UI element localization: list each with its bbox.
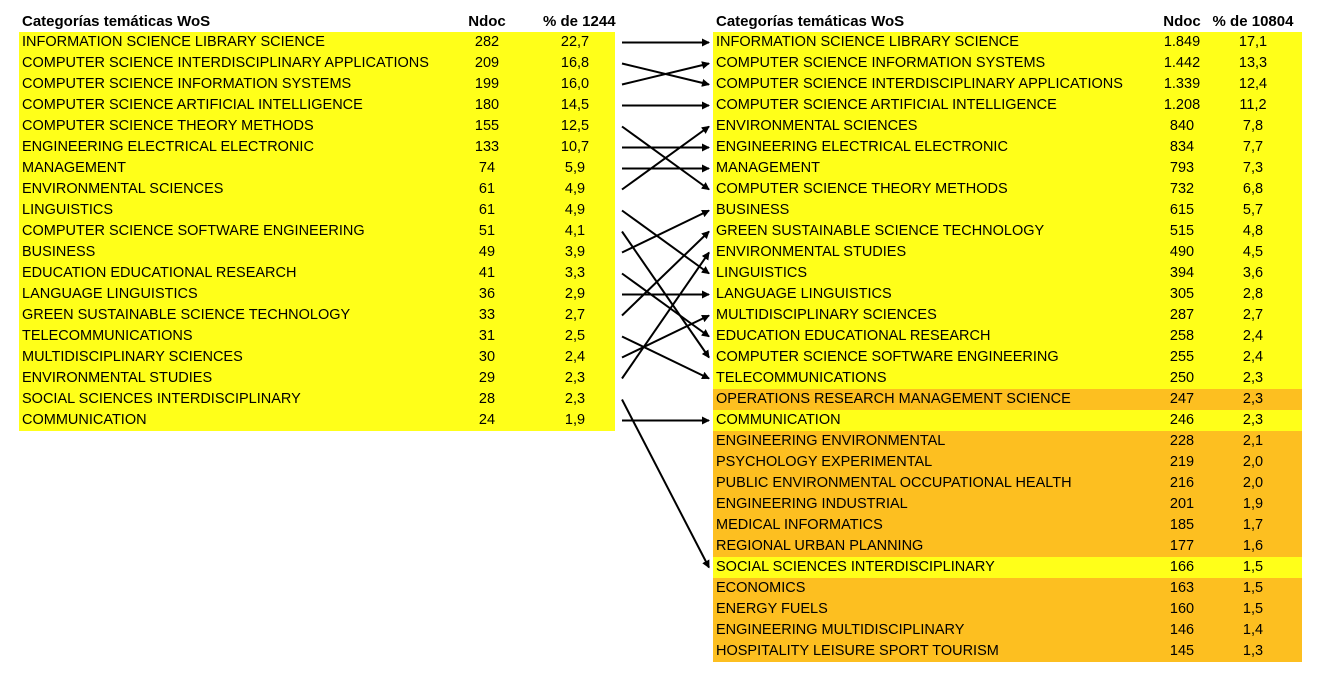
- left-pct-value: 2,3: [564, 391, 586, 407]
- right-pct-value: 2,3: [1242, 391, 1264, 407]
- right-ndoc-value: 145: [1169, 643, 1195, 659]
- right-header-pct: % de 10804: [1212, 13, 1294, 30]
- right-table-row: [713, 578, 1302, 599]
- right-pct-value: 2,1: [1242, 433, 1264, 449]
- right-pct-value: 7,3: [1242, 160, 1264, 176]
- left-ndoc-value: 41: [478, 265, 496, 281]
- arrow-computer-science-theory-methods: [622, 127, 709, 190]
- right-ndoc-value: 287: [1169, 307, 1195, 323]
- right-table-row: [713, 494, 1302, 515]
- right-table-row: [713, 242, 1302, 263]
- right-table-row: [713, 284, 1302, 305]
- left-table-row: [19, 74, 615, 95]
- right-category-name: ECONOMICS: [716, 580, 806, 596]
- left-ndoc-value: 209: [474, 55, 500, 71]
- left-header-ndoc: Ndoc: [468, 13, 506, 30]
- left-category-name: LANGUAGE LINGUISTICS: [22, 286, 198, 302]
- left-table-row: [19, 305, 615, 326]
- right-ndoc-value: 840: [1169, 118, 1195, 134]
- left-table-row: [19, 158, 615, 179]
- right-pct-value: 3,6: [1242, 265, 1264, 281]
- right-category-name: MULTIDISCIPLINARY SCIENCES: [716, 307, 937, 323]
- right-table-header: [713, 12, 1302, 32]
- right-table-row: [713, 200, 1302, 221]
- right-pct-value: 2,3: [1242, 370, 1264, 386]
- arrow-green-sustainable-science-technology: [622, 232, 709, 316]
- right-ndoc-value: 146: [1169, 622, 1195, 638]
- arrow-linguistics: [622, 211, 709, 274]
- right-category-name: COMPUTER SCIENCE ARTIFICIAL INTELLIGENCE: [716, 97, 1057, 113]
- right-category-name: ENGINEERING MULTIDISCIPLINARY: [716, 622, 965, 638]
- right-category-name: COMPUTER SCIENCE SOFTWARE ENGINEERING: [716, 349, 1059, 365]
- right-ndoc-value: 258: [1169, 328, 1195, 344]
- right-category-name: SOCIAL SCIENCES INTERDISCIPLINARY: [716, 559, 995, 575]
- right-ndoc-value: 490: [1169, 244, 1195, 260]
- right-ndoc-value: 216: [1169, 475, 1195, 491]
- left-category-name: ENVIRONMENTAL STUDIES: [22, 370, 213, 386]
- left-header-category: Categorías temáticas WoS: [22, 13, 211, 30]
- left-pct-value: 22,7: [560, 34, 590, 50]
- right-pct-value: 12,4: [1238, 76, 1268, 92]
- right-ndoc-value: 793: [1169, 160, 1195, 176]
- right-ndoc-value: 394: [1169, 265, 1195, 281]
- right-pct-value: 1,6: [1242, 538, 1264, 554]
- left-table-body: [19, 32, 615, 431]
- right-ndoc-value: 247: [1169, 391, 1195, 407]
- left-table-row: [19, 53, 615, 74]
- left-table-row: [19, 32, 615, 53]
- right-pct-value: 11,2: [1239, 97, 1267, 113]
- left-table-row: [19, 200, 615, 221]
- right-ndoc-value: 1.442: [1163, 55, 1201, 71]
- left-ndoc-value: 31: [478, 328, 496, 344]
- right-pct-value: 4,8: [1242, 223, 1264, 239]
- right-category-name: LINGUISTICS: [716, 265, 808, 281]
- right-ndoc-value: 515: [1169, 223, 1195, 239]
- right-table-row: [713, 116, 1302, 137]
- right-ndoc-value: 1.208: [1163, 97, 1201, 113]
- left-pct-value: 2,4: [564, 349, 586, 365]
- right-table-row: [713, 305, 1302, 326]
- right-table-row: [713, 74, 1302, 95]
- left-ndoc-value: 24: [478, 412, 496, 428]
- right-category-name: ENERGY FUELS: [716, 601, 828, 617]
- right-pct-value: 2,3: [1242, 412, 1264, 428]
- left-table-row: [19, 116, 615, 137]
- left-pct-value: 16,0: [560, 76, 590, 92]
- right-pct-value: 2,0: [1242, 454, 1264, 470]
- right-pct-value: 2,4: [1242, 328, 1264, 344]
- left-ndoc-value: 61: [478, 202, 496, 218]
- right-category-name: ENGINEERING ELECTRICAL ELECTRONIC: [716, 139, 1008, 155]
- left-table-row: [19, 137, 615, 158]
- right-table-row: [713, 473, 1302, 494]
- left-category-name: INFORMATION SCIENCE LIBRARY SCIENCE: [22, 34, 325, 50]
- right-pct-value: 1,7: [1242, 517, 1264, 533]
- right-table-row: [713, 515, 1302, 536]
- right-ndoc-value: 615: [1169, 202, 1195, 218]
- left-pct-value: 3,9: [564, 244, 586, 260]
- right-table-row: [713, 599, 1302, 620]
- right-table-row: [713, 326, 1302, 347]
- left-pct-value: 4,9: [564, 202, 586, 218]
- left-pct-value: 5,9: [564, 160, 586, 176]
- left-ndoc-value: 133: [474, 139, 500, 155]
- left-table-row: [19, 347, 615, 368]
- right-table-row: [713, 137, 1302, 158]
- right-ndoc-value: 166: [1169, 559, 1195, 575]
- right-ndoc-value: 160: [1169, 601, 1195, 617]
- left-ndoc-value: 30: [478, 349, 496, 365]
- left-pct-value: 1,9: [564, 412, 586, 428]
- right-table-body: [713, 32, 1302, 662]
- left-pct-value: 2,3: [564, 370, 586, 386]
- arrow-business: [622, 211, 709, 253]
- right-category-name: MEDICAL INFORMATICS: [716, 517, 883, 533]
- left-header-pct: % de 1244: [543, 13, 616, 30]
- right-pct-value: 6,8: [1242, 181, 1264, 197]
- right-category-name: EDUCATION EDUCATIONAL RESEARCH: [716, 328, 991, 344]
- right-table-row: [713, 95, 1302, 116]
- right-category-name: ENGINEERING ENVIRONMENTAL: [716, 433, 946, 449]
- right-category-name: OPERATIONS RESEARCH MANAGEMENT SCIENCE: [716, 391, 1071, 407]
- right-table-row: [713, 368, 1302, 389]
- left-ndoc-value: 29: [478, 370, 496, 386]
- right-ndoc-value: 1.339: [1163, 76, 1201, 92]
- right-ndoc-value: 246: [1169, 412, 1195, 428]
- right-category-name: COMMUNICATION: [716, 412, 841, 428]
- left-category-name: COMPUTER SCIENCE SOFTWARE ENGINEERING: [22, 223, 365, 239]
- right-category-table: [713, 12, 1302, 662]
- left-category-name: COMPUTER SCIENCE INTERDISCIPLINARY APPLICATIONS: [22, 55, 429, 71]
- right-ndoc-value: 305: [1169, 286, 1195, 302]
- right-table-row: [713, 431, 1302, 452]
- left-table-header: [19, 12, 615, 32]
- left-category-name: ENVIRONMENTAL SCIENCES: [22, 181, 224, 197]
- left-category-name: COMPUTER SCIENCE INFORMATION SYSTEMS: [22, 76, 352, 92]
- left-category-name: MANAGEMENT: [22, 160, 126, 176]
- left-ndoc-value: 180: [474, 97, 500, 113]
- right-category-name: ENVIRONMENTAL SCIENCES: [716, 118, 918, 134]
- left-category-name: ENGINEERING ELECTRICAL ELECTRONIC: [22, 139, 314, 155]
- left-category-name: LINGUISTICS: [22, 202, 114, 218]
- arrow-computer-science-interdisciplinary-applications: [622, 64, 709, 85]
- left-table-row: [19, 410, 615, 431]
- right-category-name: ENVIRONMENTAL STUDIES: [716, 244, 907, 260]
- left-table-row: [19, 179, 615, 200]
- right-pct-value: 2,0: [1242, 475, 1264, 491]
- right-pct-value: 17,1: [1238, 34, 1268, 50]
- right-pct-value: 1,5: [1242, 580, 1264, 596]
- right-table-row: [713, 179, 1302, 200]
- left-category-name: GREEN SUSTAINABLE SCIENCE TECHNOLOGY: [22, 307, 351, 323]
- right-pct-value: 7,7: [1242, 139, 1264, 155]
- right-category-name: LANGUAGE LINGUISTICS: [716, 286, 892, 302]
- right-table-row: [713, 452, 1302, 473]
- right-ndoc-value: 185: [1169, 517, 1195, 533]
- left-ndoc-value: 36: [478, 286, 496, 302]
- left-table-row: [19, 263, 615, 284]
- right-table-row: [713, 641, 1302, 662]
- right-category-name: HOSPITALITY LEISURE SPORT TOURISM: [716, 643, 999, 659]
- right-category-name: ENGINEERING INDUSTRIAL: [716, 496, 908, 512]
- right-ndoc-value: 1.849: [1163, 34, 1201, 50]
- right-pct-value: 13,3: [1238, 55, 1268, 71]
- left-pct-value: 2,5: [564, 328, 586, 344]
- arrow-social-sciences-interdisciplinary: [622, 400, 709, 568]
- right-ndoc-value: 201: [1169, 496, 1195, 512]
- right-table-row: [713, 620, 1302, 641]
- arrow-computer-science-software-engineering: [622, 232, 709, 358]
- left-ndoc-value: 51: [478, 223, 496, 239]
- right-pct-value: 1,3: [1242, 643, 1264, 659]
- right-ndoc-value: 177: [1169, 538, 1195, 554]
- right-ndoc-value: 219: [1169, 454, 1195, 470]
- right-pct-value: 4,5: [1242, 244, 1264, 260]
- left-table-row: [19, 242, 615, 263]
- right-table-row: [713, 410, 1302, 431]
- right-pct-value: 2,8: [1242, 286, 1264, 302]
- arrow-telecommunications: [622, 337, 709, 379]
- left-ndoc-value: 199: [474, 76, 500, 92]
- left-category-name: TELECOMMUNICATIONS: [22, 328, 193, 344]
- right-category-name: PSYCHOLOGY EXPERIMENTAL: [716, 454, 933, 470]
- right-table-row: [713, 158, 1302, 179]
- arrow-computer-science-information-systems: [622, 64, 709, 85]
- right-category-name: BUSINESS: [716, 202, 790, 218]
- right-pct-value: 1,5: [1242, 559, 1264, 575]
- right-table-row: [713, 32, 1302, 53]
- right-category-name: MANAGEMENT: [716, 160, 820, 176]
- left-table-row: [19, 95, 615, 116]
- right-category-name: TELECOMMUNICATIONS: [716, 370, 887, 386]
- left-category-name: EDUCATION EDUCATIONAL RESEARCH: [22, 265, 297, 281]
- right-category-name: PUBLIC ENVIRONMENTAL OCCUPATIONAL HEALTH: [716, 475, 1072, 491]
- left-ndoc-value: 61: [478, 181, 496, 197]
- left-ndoc-value: 49: [478, 244, 496, 260]
- left-category-name: SOCIAL SCIENCES INTERDISCIPLINARY: [22, 391, 301, 407]
- left-ndoc-value: 74: [478, 160, 496, 176]
- right-category-name: REGIONAL URBAN PLANNING: [716, 538, 924, 554]
- left-table-row: [19, 284, 615, 305]
- right-header-ndoc: Ndoc: [1163, 13, 1201, 30]
- right-table-row: [713, 263, 1302, 284]
- left-ndoc-value: 28: [478, 391, 496, 407]
- right-category-name: INFORMATION SCIENCE LIBRARY SCIENCE: [716, 34, 1019, 50]
- left-category-name: MULTIDISCIPLINARY SCIENCES: [22, 349, 243, 365]
- left-table-row: [19, 221, 615, 242]
- right-ndoc-value: 250: [1169, 370, 1195, 386]
- right-ndoc-value: 163: [1169, 580, 1195, 596]
- right-pct-value: 2,4: [1242, 349, 1264, 365]
- left-pct-value: 16,8: [560, 55, 590, 71]
- right-pct-value: 2,7: [1242, 307, 1264, 323]
- right-header-category: Categorías temáticas WoS: [716, 13, 905, 30]
- left-ndoc-value: 33: [478, 307, 496, 323]
- left-pct-value: 14,5: [560, 97, 590, 113]
- left-category-name: COMMUNICATION: [22, 412, 147, 428]
- right-table-row: [713, 221, 1302, 242]
- right-table-row: [713, 53, 1302, 74]
- right-table-row: [713, 557, 1302, 578]
- left-pct-value: 2,7: [564, 307, 586, 323]
- right-table-row: [713, 536, 1302, 557]
- right-ndoc-value: 834: [1169, 139, 1195, 155]
- left-category-name: COMPUTER SCIENCE THEORY METHODS: [22, 118, 314, 134]
- left-category-table: [19, 12, 615, 431]
- left-category-name: COMPUTER SCIENCE ARTIFICIAL INTELLIGENCE: [22, 97, 363, 113]
- right-ndoc-value: 255: [1169, 349, 1195, 365]
- left-table-row: [19, 389, 615, 410]
- left-ndoc-value: 155: [474, 118, 500, 134]
- arrow-multidisciplinary-sciences: [622, 316, 709, 358]
- left-pct-value: 2,9: [564, 286, 586, 302]
- left-pct-value: 10,7: [560, 139, 590, 155]
- right-pct-value: 1,5: [1242, 601, 1264, 617]
- right-category-name: COMPUTER SCIENCE INFORMATION SYSTEMS: [716, 55, 1046, 71]
- right-category-name: GREEN SUSTAINABLE SCIENCE TECHNOLOGY: [716, 223, 1045, 239]
- left-ndoc-value: 282: [474, 34, 500, 50]
- right-pct-value: 1,4: [1242, 622, 1264, 638]
- right-pct-value: 7,8: [1242, 118, 1264, 134]
- arrow-environmental-sciences: [622, 127, 709, 190]
- arrow-environmental-studies: [622, 253, 709, 379]
- right-ndoc-value: 228: [1169, 433, 1195, 449]
- left-pct-value: 4,1: [564, 223, 586, 239]
- left-pct-value: 3,3: [564, 265, 586, 281]
- left-pct-value: 4,9: [564, 181, 586, 197]
- left-category-name: BUSINESS: [22, 244, 96, 260]
- right-category-name: COMPUTER SCIENCE INTERDISCIPLINARY APPLICATIONS: [716, 76, 1123, 92]
- left-pct-value: 12,5: [560, 118, 590, 134]
- right-category-name: COMPUTER SCIENCE THEORY METHODS: [716, 181, 1008, 197]
- right-table-row: [713, 347, 1302, 368]
- right-pct-value: 1,9: [1242, 496, 1264, 512]
- left-table-row: [19, 326, 615, 347]
- arrow-education-educational-research: [622, 274, 709, 337]
- left-table-row: [19, 368, 615, 389]
- right-pct-value: 5,7: [1242, 202, 1264, 218]
- right-table-row: [713, 389, 1302, 410]
- right-ndoc-value: 732: [1169, 181, 1195, 197]
